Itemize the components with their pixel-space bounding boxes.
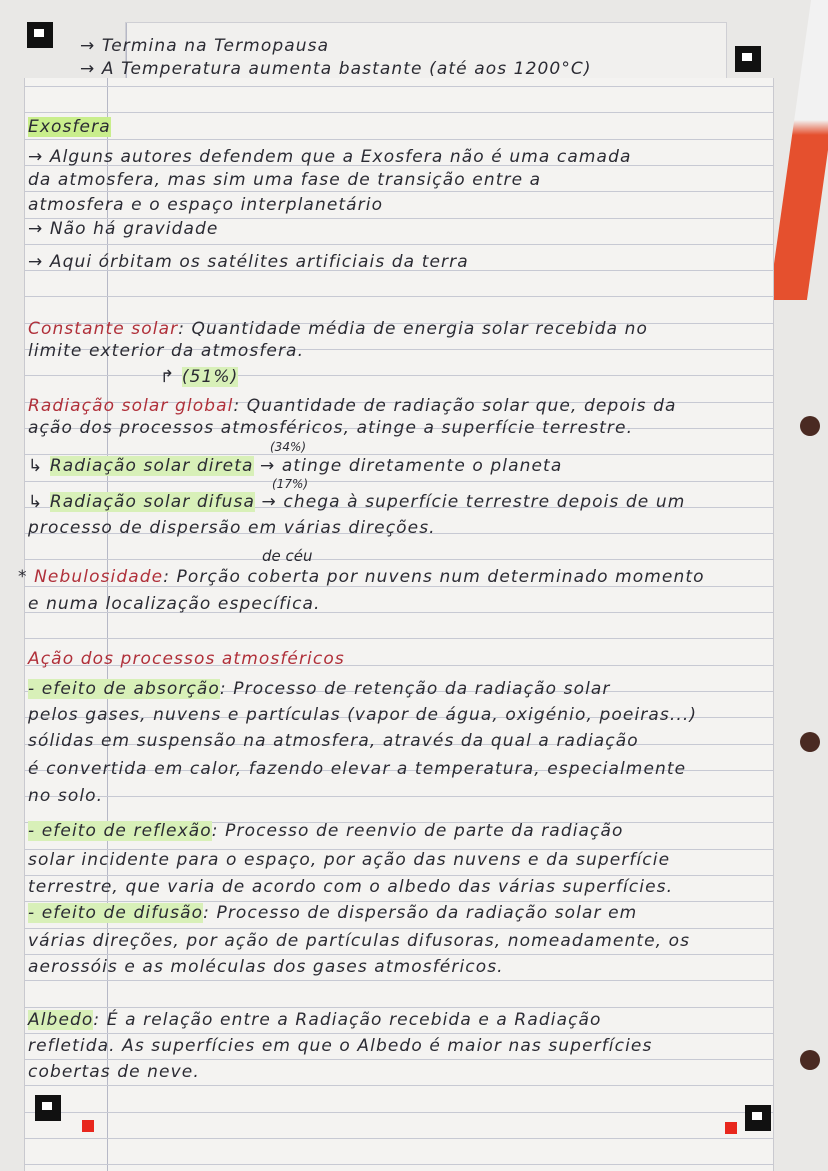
note-line: [28, 518, 436, 538]
note-text: processo de dispersão em várias direções.: [28, 518, 436, 538]
annotation-de-ceu: de céu: [262, 547, 313, 565]
note-text: → Alguns autores defendem que a Exosfera não é uma camada: [28, 147, 632, 167]
note-text: → Aqui órbitam os satélites artificiais da terra: [28, 252, 469, 272]
ruled-line: [25, 980, 773, 981]
binder-hole: [800, 1050, 820, 1070]
note-line: [28, 219, 218, 239]
note-text: : Processo de dispersão da radiação solar em: [203, 903, 638, 923]
notebook-page: [24, 78, 774, 1171]
note-text: no solo.: [28, 786, 104, 806]
note-line: [28, 492, 685, 512]
note-text: da atmosfera, mas sim uma fase de transição entre a: [28, 170, 542, 190]
red-marker: [725, 1122, 737, 1134]
note-line: [28, 903, 637, 923]
note-line: [28, 456, 562, 476]
note-term: Radiação solar direta: [49, 456, 254, 476]
note-term: Albedo: [28, 1010, 94, 1030]
ruled-line: [25, 139, 773, 140]
annotation-direta-percent: (34%): [270, 440, 307, 454]
note-line: [28, 931, 690, 951]
note-text: ↳: [28, 456, 50, 476]
note-text: ↳: [28, 492, 50, 512]
note-line: [28, 117, 111, 137]
ruled-line: [25, 1085, 773, 1086]
note-line: [28, 731, 639, 751]
ruled-line: [25, 375, 773, 376]
note-term: Radiação solar global: [28, 396, 234, 416]
note-text: é convertida em calor, fazendo elevar a temperatura, especialmente: [28, 759, 687, 779]
note-line: [28, 594, 321, 614]
note-term: (51%): [181, 367, 239, 387]
ruled-line: [25, 1138, 773, 1139]
note-text: : É a relação entre a Radiação recebida e a Radiação: [93, 1010, 602, 1030]
note-text: várias direções, por ação de partículas difusoras, nomeadamente, os: [28, 931, 691, 951]
ruled-line: [25, 244, 773, 245]
note-text: → A Temperatura aumenta bastante (até aos 1200°C): [80, 59, 592, 79]
note-line: [28, 170, 541, 190]
note-text: limite exterior da atmosfera.: [28, 341, 305, 361]
note-line: [28, 1062, 200, 1082]
note-text: pelos gases, nuvens e partículas (vapor de água, oxigénio, poeiras...): [28, 705, 698, 725]
note-text: ação dos processos atmosféricos, atinge a superfície terrestre.: [28, 418, 634, 438]
fiducial-marker-icon: [735, 46, 761, 72]
ruled-line: [25, 875, 773, 876]
note-text: *: [18, 567, 35, 587]
ruled-line: [25, 928, 773, 929]
ruled-line: [25, 112, 773, 113]
ruled-line: [25, 1059, 773, 1060]
binder-hole: [800, 416, 820, 436]
note-text: solar incidente para o espaço, por ação das nuvens e da superfície: [28, 850, 671, 870]
note-text: ↱: [160, 367, 182, 387]
fiducial-marker-icon: [745, 1105, 771, 1131]
annotation-difusa-percent: (17%): [272, 477, 309, 491]
note-line: [28, 679, 611, 699]
fiducial-marker-icon: [27, 22, 53, 48]
note-text: : Processo de reenvio de parte da radiação: [211, 821, 624, 841]
note-line: [28, 877, 673, 897]
note-text: : Quantidade média de energia solar recebida no: [178, 319, 648, 339]
note-text: atmosfera e o espaço interplanetário: [28, 195, 384, 215]
ruled-line: [25, 796, 773, 797]
note-text: : Quantidade de radiação solar que, depois da: [233, 396, 677, 416]
fiducial-marker-icon: [35, 1095, 61, 1121]
note-text: terrestre, que varia de acordo com o albedo das várias superfícies.: [28, 877, 674, 897]
note-text: sólidas em suspensão na atmosfera, através da qual a radiação: [28, 731, 639, 751]
ruled-line: [25, 86, 773, 87]
note-line: [28, 957, 504, 977]
note-line: [28, 705, 697, 725]
ruled-line: [25, 1007, 773, 1008]
ruled-line: [25, 954, 773, 955]
note-line: [18, 567, 705, 587]
note-line: [80, 59, 592, 79]
note-line: [28, 418, 633, 438]
note-text: refletida. As superfícies em que o Albedo é maior nas superfícies: [28, 1036, 653, 1056]
note-term: - efeito de difusão: [28, 903, 204, 923]
note-text: → atinge diretamente o planeta: [253, 456, 563, 476]
note-text: : Porção coberta por nuvens num determinado momento: [163, 567, 705, 587]
binder-strip: [769, 0, 828, 300]
note-term: Radiação solar difusa: [49, 492, 256, 512]
note-text: → Termina na Termopausa: [80, 36, 330, 56]
note-line: [28, 252, 469, 272]
ruled-line: [25, 296, 773, 297]
ruled-line: [25, 1164, 773, 1165]
note-text: → Não há gravidade: [28, 219, 219, 239]
note-line: [160, 367, 238, 387]
ruled-line: [25, 559, 773, 560]
note-text: aerossóis e as moléculas dos gases atmosféricos.: [28, 957, 504, 977]
note-text: → chega à superfície terrestre depois de um: [255, 492, 686, 512]
note-line: [28, 1036, 652, 1056]
note-text: e numa localização específica.: [28, 594, 321, 614]
note-term: Nebulosidade: [34, 567, 164, 587]
note-text: cobertas de neve.: [28, 1062, 200, 1082]
note-term: Constante solar: [28, 319, 179, 339]
note-term: - efeito de absorção: [28, 679, 220, 699]
note-line: [80, 36, 329, 56]
note-text: : Processo de retenção da radiação solar: [219, 679, 611, 699]
note-line: [28, 319, 648, 339]
ruled-line: [25, 638, 773, 639]
ruled-line: [25, 1112, 773, 1113]
note-line: [28, 759, 686, 779]
note-line: [28, 786, 103, 806]
note-line: [28, 821, 624, 841]
note-line: [28, 850, 670, 870]
red-marker: [82, 1120, 94, 1132]
note-line: [28, 195, 383, 215]
note-term: Ação dos processos atmosféricos: [28, 649, 345, 669]
note-line: [28, 341, 304, 361]
note-term: - efeito de reflexão: [28, 821, 212, 841]
note-line: [28, 147, 631, 167]
note-line: [28, 1010, 602, 1030]
binder-hole: [800, 732, 820, 752]
ruled-line: [25, 481, 773, 482]
note-term: Exosfera: [28, 117, 111, 137]
note-line: [28, 649, 345, 669]
note-line: [28, 396, 677, 416]
ruled-line: [25, 1033, 773, 1034]
ruled-line: [25, 191, 773, 192]
